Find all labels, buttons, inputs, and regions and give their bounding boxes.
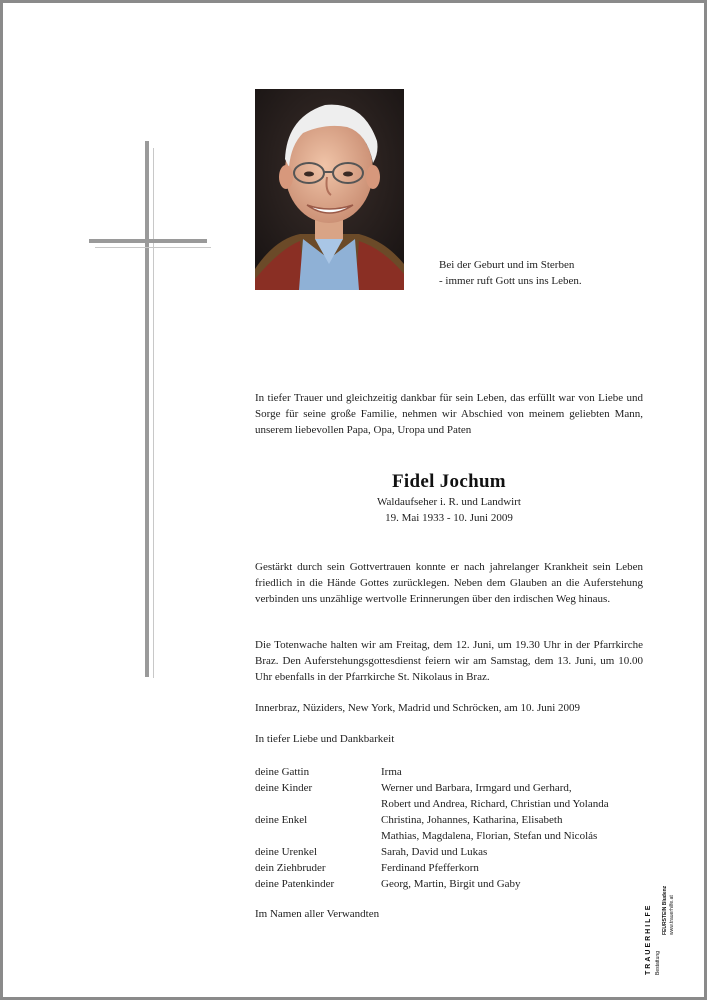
family-relation: deine Enkel (255, 814, 308, 826)
family-relation: deine Patenkinder (255, 878, 335, 890)
cross-vertical-beam (145, 141, 149, 677)
family-names (381, 876, 655, 892)
cross-vertical-shadow (153, 148, 154, 678)
family-name-line: Werner und Barbara, Irmgard und Gerhard, (381, 782, 572, 794)
quote-line-2: - immer ruft Gott uns ins Leben. (439, 275, 582, 287)
family-row (255, 780, 655, 812)
cross-horizontal-shadow (95, 247, 211, 248)
portrait-photo (255, 89, 404, 290)
family-row (255, 876, 655, 892)
family-row (255, 812, 655, 844)
undertaker-logo (643, 871, 683, 979)
deceased-dates: 19. Mai 1933 - 10. Juni 2009 (385, 512, 513, 524)
logo-line-3: www.trauerhilfe.at (669, 895, 675, 935)
family-row (255, 860, 655, 876)
paragraph-faith: Gestärkt durch sein Gottvertrauen konnte er nach jahrelanger Krankheit sein Leben friedlich in die Hände Gottes zurücklegen. Neben dem Glauben an die Auferstehung verbinden uns unzählige wertvolle Erinnerungen über den irdischen Weg hinaus. (255, 561, 643, 605)
family-name-line: Georg, Martin, Birgit und Gaby (381, 878, 521, 890)
family-relation: deine Urenkel (255, 846, 317, 858)
logo-brand: TRAUERHILFE (645, 903, 652, 975)
family-names (381, 780, 655, 812)
family-list (255, 764, 655, 892)
logo-line-1: Bestattung (655, 951, 661, 975)
portrait-illustration (255, 89, 404, 290)
family-row (255, 764, 655, 780)
closing-line: Im Namen aller Verwandten (255, 908, 380, 920)
paragraph-love: In tiefer Liebe und Dankbarkeit (255, 733, 395, 745)
family-name-line: Irma (381, 766, 402, 778)
paragraph-place-date: Innerbraz, Nüziders, New York, Madrid und Schröcken, am 10. Juni 2009 (255, 702, 581, 714)
family-name-line: Robert und Andrea, Richard, Christian und Yolanda (381, 798, 609, 810)
family-name-line: Mathias, Magdalena, Florian, Stefan und Nicolás (381, 830, 598, 842)
family-name-line: Christina, Johannes, Katharina, Elisabeth (381, 814, 563, 826)
memorial-quote (439, 257, 582, 289)
family-names (381, 844, 655, 860)
family-relation: deine Kinder (255, 782, 313, 794)
family-relation: deine Gattin (255, 766, 310, 778)
family-names (381, 764, 655, 780)
family-names (381, 860, 655, 876)
intro-paragraph: In tiefer Trauer und gleichzeitig dankbar für sein Leben, das erfüllt war von Liebe und Sorge für seine große Familie, nehmen wir Abschied von meinem geliebten Mann, unserem liebevollen Papa, Opa, Uropa und Paten (255, 392, 643, 436)
deceased-occupation: Waldaufseher i. R. und Landwirt (377, 496, 521, 508)
family-relation: dein Ziehbruder (255, 862, 326, 874)
paragraph-services: Die Totenwache halten wir am Freitag, dem 12. Juni, um 19.30 Uhr in der Pfarrkirche Braz. Den Auferstehungsgottesdienst feiern wir am Samstag, dem 13. Juni, um 10.00 Uhr ebenfalls in der Pfarrkirche St. Nikolaus in Braz. (255, 639, 643, 683)
family-row (255, 844, 655, 860)
deceased-name: Fidel Jochum (392, 471, 506, 492)
cross-horizontal-beam (89, 239, 207, 243)
family-name-line: Ferdinand Pfefferkorn (381, 862, 479, 874)
quote-line-1: Bei der Geburt und im Sterben (439, 259, 575, 271)
family-name-line: Sarah, David und Lukas (381, 846, 488, 858)
logo-line-2: FEURSTEIN Bludenz (662, 885, 668, 935)
family-names (381, 812, 655, 844)
